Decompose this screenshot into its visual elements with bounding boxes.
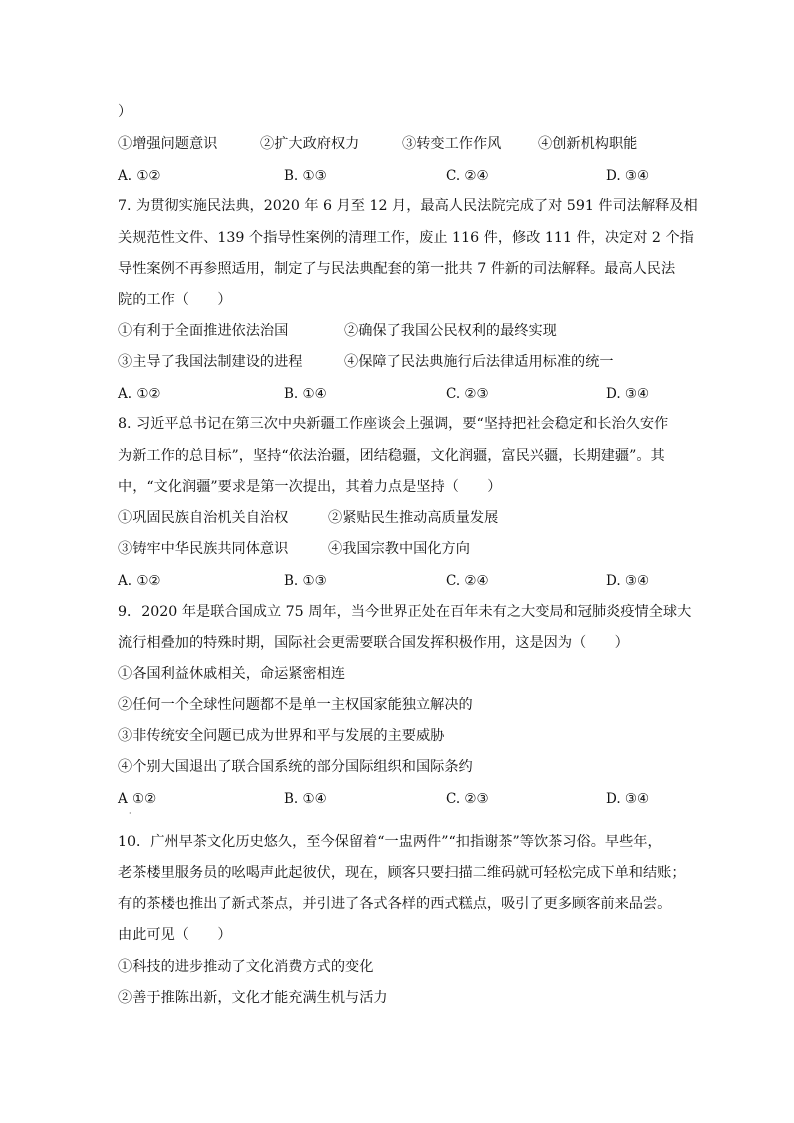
q7-option-a[interactable]: A. ①② <box>118 386 161 402</box>
q10-choice-1: ①科技的进步推动了文化消费方式的变化 <box>118 959 374 975</box>
q8-option-a[interactable]: A. ①② <box>118 573 161 589</box>
q10-choice-2: ②善于推陈出新，文化才能充满生机与活力 <box>118 990 388 1006</box>
q7-choice-3: ③主导了我国法制建设的进程 <box>118 354 303 370</box>
q6-option-c[interactable]: C. ②④ <box>446 168 489 184</box>
q10-stem-line-2: 老茶楼里服务员的吆喝声此起彼伏，现在，顾客只要扫描二维码就可轻松完成下单和结账； <box>118 865 686 881</box>
q8-choice-2: ②紧贴民生推动高质量发展 <box>328 510 499 526</box>
q7-stem-line-4: 院的工作（ ） <box>118 292 232 308</box>
q7-option-d[interactable]: D. ③④ <box>606 386 650 402</box>
q7-stem-line-2: 关规范性文件、139 个指导性案例的清理工作，废止 116 件，修改 111 件，决定对 2 个指 <box>118 230 694 246</box>
q6-choice-2: ②扩大政府权力 <box>260 136 360 152</box>
q9-option-c[interactable]: C. ②③ <box>446 791 489 807</box>
q8-stem-line-2: 为新工作的总目标”，坚持“依法治疆，团结稳疆，文化润疆，富民兴疆，长期建疆”。其 <box>118 448 665 464</box>
q9-stem-line-1: 9．2020 年是联合国成立 75 周年，当今世界正处在百年未有之大变局和冠肺炎疫情全球大 <box>118 604 692 620</box>
question-8-choices-row-2 <box>118 539 678 559</box>
question-6-stem-tail: ） <box>118 104 133 120</box>
q7-stem-line-1: 7. 为贯彻实施民法典，2020 年 6 月至 12 月，最高人民法院完成了对 591 件司法解释及相 <box>118 198 698 214</box>
question-9-options <box>118 789 678 809</box>
q6-option-d[interactable]: D. ③④ <box>606 168 650 184</box>
q8-choice-4: ④我国宗教中国化方向 <box>328 541 470 557</box>
q8-option-b[interactable]: B. ①③ <box>284 573 327 589</box>
q8-choice-3: ③铸牢中华民族共同体意识 <box>118 541 289 557</box>
q10-stem-line-3: 有的茶楼也推出了新式茶点，并引进了各式各样的西式糕点，吸引了更多顾客前来品尝。 <box>118 896 672 912</box>
q7-option-c[interactable]: C. ②③ <box>446 386 489 402</box>
q6-option-b[interactable]: B. ①③ <box>284 168 327 184</box>
question-8-options <box>118 571 678 591</box>
question-7-choices-row-1 <box>118 321 678 341</box>
q8-stem-line-1: 8. 习近平总书记在第三次中央新疆工作座谈会上强调，要“坚持把社会稳定和长治久安作 <box>118 416 669 432</box>
q8-choice-1: ①巩固民族自治机关自治权 <box>118 510 289 526</box>
q8-option-d[interactable]: D. ③④ <box>606 573 650 589</box>
q6-choice-3: ③转变工作作风 <box>402 136 502 152</box>
q10-stem-line-1: 10．广州早茶文化历史悠久，至今保留着“一盅两件”“扣指谢茶”等饮茶习俗。早些年， <box>118 834 662 850</box>
q9-stem-line-2: 流行相叠加的特殊时期，国际社会更需要联合国发挥积极作用，这是因为（ ） <box>118 635 629 651</box>
q9-option-b[interactable]: B. ①④ <box>284 791 327 807</box>
stray-mark: · <box>129 809 132 818</box>
question-7-choices-row-2 <box>118 352 678 372</box>
question-6-options <box>118 166 678 186</box>
q9-choice-2: ②任何一个全球性问题都不是单一主权国家能独立解决的 <box>118 697 473 713</box>
q10-stem-line-4: 由此可见（ ） <box>118 927 232 943</box>
q9-option-a[interactable]: A ①② <box>118 791 157 807</box>
q6-choice-4: ④创新机构职能 <box>538 136 638 152</box>
q7-stem-line-3: 导性案例不再参照适用，制定了与民法典配套的第一批共 7 件新的司法解释。最高人民法 <box>118 261 676 277</box>
q7-choice-1: ①有利于全面推进依法治国 <box>118 323 289 339</box>
question-8-choices-row-1 <box>118 508 678 528</box>
q6-choice-1: ①增强问题意识 <box>118 136 218 152</box>
q8-stem-line-3: 中，“文化润疆”要求是第一次提出，其着力点是坚持（ ） <box>118 479 502 495</box>
q7-option-b[interactable]: B. ①④ <box>284 386 327 402</box>
q9-option-d[interactable]: D. ③④ <box>606 791 650 807</box>
question-6-choices <box>118 134 678 154</box>
q8-option-c[interactable]: C. ②④ <box>446 573 489 589</box>
q9-choice-1: ①各国利益休戚相关，命运紧密相连 <box>118 666 346 682</box>
q7-choice-2: ②确保了我国公民权利的最终实现 <box>344 323 557 339</box>
q9-choice-3: ③非传统安全问题已成为世界和平与发展的主要威胁 <box>118 728 445 744</box>
q9-choice-4: ④个别大国退出了联合国系统的部分国际组织和国际条约 <box>118 759 473 775</box>
q7-choice-4: ④保障了民法典施行后法律适用标准的统一 <box>344 354 614 370</box>
question-7-options <box>118 384 678 404</box>
q6-option-a[interactable]: A. ①② <box>118 168 161 184</box>
